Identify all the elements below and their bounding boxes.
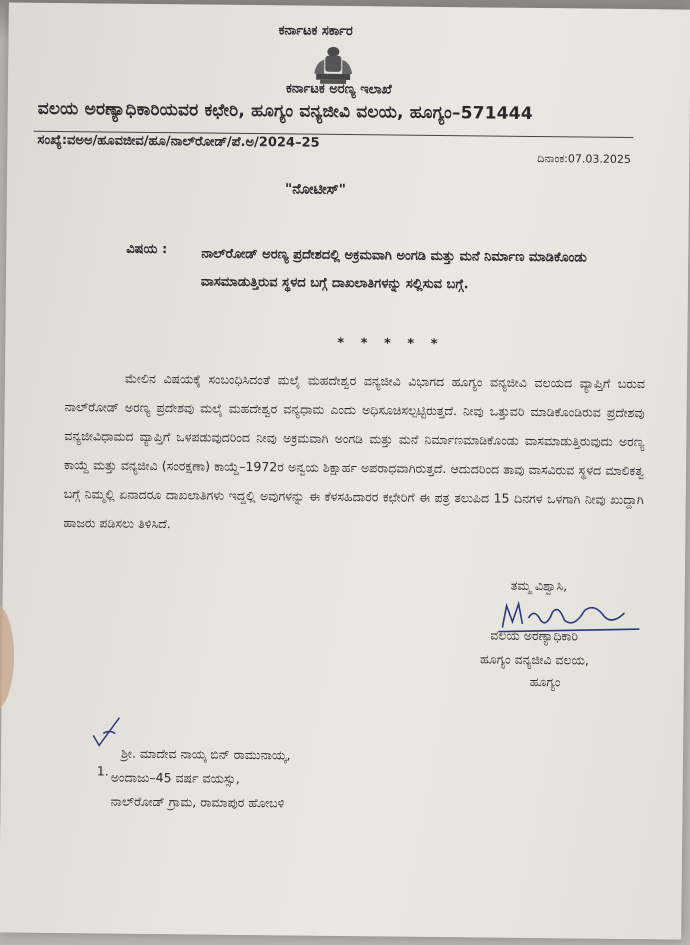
separator-stars: * * * * * <box>337 335 444 353</box>
addressee-address: ನಾಲ್‌ರೋಡ್ ಗ್ರಾಮ, ರಾಮಾಪುರ ಹೋಬಳಿ <box>110 793 285 811</box>
addressee-number: 1. <box>96 763 109 779</box>
notice-paper <box>0 2 690 939</box>
signatory-range: ಹೂಗ್ಯಂ ವನ್ಯಜೀವಿ ವಲಯ, <box>479 651 589 668</box>
notice-title: "ನೋಟೀಸ್" <box>284 181 347 198</box>
government-name: ಕರ್ನಾಟಕ ಸರ್ಕಾರ <box>278 23 353 40</box>
subject-label: ವಿಷಯ : <box>126 241 168 258</box>
signatory-place: ಹೂಗ್ಯಂ <box>529 673 561 690</box>
yours-faithfully: ತಮ್ಮ ವಿಶ್ವಾಸಿ, <box>510 577 568 594</box>
state-emblem-icon <box>308 44 358 87</box>
notice-date: ದಿನಾಂಕ:07.03.2025 <box>537 151 631 166</box>
finger <box>0 602 15 712</box>
signatory-designation: ವಲಯ ಅರಣ್ಯಾಧಿಕಾರಿ <box>490 627 579 644</box>
office-heading: ವಲಯ ಅರಣ್ಯಾಧಿಕಾರಿಯವರ ಕಛೇರಿ, ಹೂಗ್ಯಂ ವನ್ಯಜೀವಿ ವಲಯ, ಹೂಗ್ಯಂ–571444 <box>37 98 533 124</box>
handwritten-mark <box>89 713 129 747</box>
addressee-name: ಶ್ರೀ. ಮಾದೇವ ನಾಯ್ಕ ಬಿನ್ ರಾಮುನಾಯ್ಕ, <box>120 745 291 763</box>
department-name: ಕರ್ನಾಟಕ ಅರಣ್ಯ ಇಲಾಖೆ <box>285 81 392 98</box>
subject-text: ನಾಲ್‌ರೋಡ್ ಅರಣ್ಯ ಪ್ರದೇಶದಲ್ಲಿ ಅಕ್ರಮವಾಗಿ ಅಂಗಡಿ ಮತ್ತು ಮನೆ ನಿರ್ಮಾಣ ಮಾಡಿಕೊಂಡು ವಾಸಮಾಡುತ್ತಿರುವ ಸ್ಥಳದ ಬಗ್ಗೆ ದಾಖಲಾತಿಗಳನ್ನು ಸಲ್ಲಿಸುವ ಬಗ್ಗೆ. <box>200 246 587 293</box>
reference-number: ಸಂಖ್ಯೆ:ವಅಅ/ಹೂವಜೀವ/ಹೂ/ನಾಲ್‌ರೋಡ್/ಪೆ.ಅ/2024–25 <box>37 132 320 151</box>
addressee-age: ಅಂದಾಜು–45 ವರ್ಷ ವಯಸ್ಸು, <box>110 769 240 786</box>
notice-body: ಮೇಲಿನ ವಿಷಯಕ್ಕೆ ಸಂಬಂಧಿಸಿದಂತೆ ಮಲೈ ಮಹದೇಶ್ವರ ವನ್ಯಜೀವಿ ವಿಭಾಗದ ಹೂಗ್ಯಂ ವನ್ಯಜೀವಿ ವಲಯದ ವ್ಯಾಪ್ತಿಗೆ ಬರುವ ನಾಲ್‌ರೋಡ್ ಅರಣ್ಯ ಪ್ರದೇಶವು ಮಲೈ ಮಹದೇಶ್ವರ ವನ್ಯಧಾಮ ಎಂದು ಅಧಿಸೂಚಿಸಲ್ಪಟ್ಟಿರುತ್ತದೆ. ನೀವು ಒತ್ತುವರಿ ಮಾಡಿಕೊಂಡಿರುವ ಪ್ರದೇಶವು ವನ್ಯಜೀವಿಧಾಮದ ವ್ಯಾಪ್ತಿಗೆ ಒಳಪಡುವುದರಿಂದ ನೀವು ಅಕ್ರಮವಾಗಿ ಅಂಗಡಿ ಮತ್ತು ಮನೆ ನಿರ್ಮಾಣಮಾಡಿಕೊಂಡು ವಾಸಮಾಡುತ್ತಿರುವುದು ಅರಣ್ಯ ಕಾಯ್ದೆ ಮತ್ತು ವನ್ಯಜೀವಿ (ಸಂರಕ್ಷಣಾ) ಕಾಯ್ದೆ–1972ರ ಅನ್ವಯ ಶಿಕ್ಷಾರ್ಹ ಅಪರಾಧವಾಗಿರುತ್ತದೆ. ಆದುದರಿಂದ ತಾವು ವಾಸವಿರುವ ಸ್ಥಳದ ಮಾಲಿಕತ್ವ ಬಗ್ಗೆ ನಿಮ್ಮಲ್ಲಿ ಏನಾದರೂ ದಾಖಲಾತಿಗಳು ಇದ್ದಲ್ಲಿ ಅವುಗಳನ್ನು ಈ ಕೆಳಸಹಿದಾರರ ಕಛೇರಿಗೆ ಈ ಪತ್ರ ತಲುಪಿದ 15 ದಿನಗಳ ಒಳಗಾಗಿ ನೀವು ಖುದ್ದಾಗಿ ಹಾಜರು ಪಡಿಸಲು ತಿಳಿಸಿದೆ. <box>63 370 646 532</box>
